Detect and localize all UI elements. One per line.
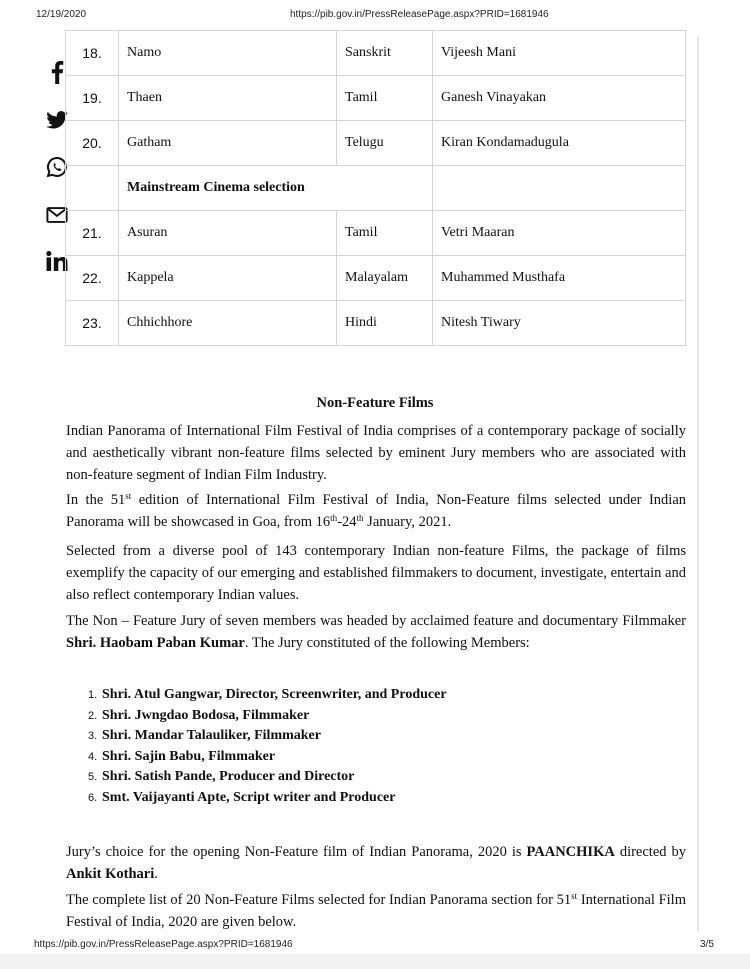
section-title: Non-Feature Films bbox=[316, 395, 434, 411]
jury-member: Shri. Mandar Talauliker, Filmmaker bbox=[102, 728, 321, 743]
list-item bbox=[88, 706, 447, 727]
list-number: 5. bbox=[88, 771, 98, 783]
film-language: Tamil bbox=[337, 76, 433, 121]
paragraph-opening-film bbox=[66, 841, 686, 885]
superscript: st bbox=[571, 891, 578, 901]
superscript: th bbox=[356, 513, 364, 523]
film-language: Telugu bbox=[337, 121, 433, 166]
row-number: 21. bbox=[66, 211, 119, 256]
jury-head-name: Shri. Haobam Paban Kumar bbox=[66, 635, 245, 651]
film-director: Muhammed Musthafa bbox=[433, 256, 686, 301]
film-language: Sanskrit bbox=[337, 31, 433, 76]
text-run: International Film Festival of India, 2020 are given below. bbox=[66, 892, 686, 930]
table-row bbox=[66, 301, 686, 346]
jury-list bbox=[88, 685, 447, 808]
text-run: -24 bbox=[337, 514, 357, 530]
film-director: Kiran Kondamadugula bbox=[433, 121, 686, 166]
film-title: Asuran bbox=[119, 211, 337, 256]
list-number: 2. bbox=[88, 709, 98, 722]
text-run: . bbox=[154, 866, 158, 882]
films-table bbox=[65, 30, 686, 346]
film-director: Nitesh Tiwary bbox=[433, 301, 686, 346]
empty-cell bbox=[66, 166, 119, 211]
jury-member: Shri. Atul Gangwar, Director, Screenwriter, and Producer bbox=[102, 687, 447, 702]
film-title: Chhichhore bbox=[119, 301, 337, 346]
page-url: https://pib.gov.in/PressReleasePage.aspx?PRID=1681946 bbox=[290, 9, 549, 20]
list-number: 3. bbox=[88, 730, 98, 742]
text-run: In the 51 bbox=[66, 492, 126, 508]
bottom-strip bbox=[0, 954, 750, 969]
row-number: 18. bbox=[66, 31, 119, 76]
text-run: Jury’s choice for the opening Non-Feature film of Indian Panorama, 2020 is bbox=[66, 844, 527, 860]
page-edge-divider bbox=[697, 36, 699, 932]
paragraph-edition bbox=[66, 489, 686, 533]
row-number: 19. bbox=[66, 76, 119, 121]
paragraph-selection bbox=[66, 540, 686, 606]
jury-member: Shri. Satish Pande, Producer and Director bbox=[102, 769, 355, 784]
jury-member: Shri. Jwngdao Bodosa, Filmmaker bbox=[102, 707, 310, 723]
footer-url: https://pib.gov.in/PressReleasePage.aspx?PRID=1681946 bbox=[34, 939, 293, 950]
text-run: edition of International Film Festival of India, Non-Feature films selected under Indian Panorama will be showcased in Goa, from 16 bbox=[66, 492, 687, 530]
text-run: . The Jury constituted of the following Members: bbox=[244, 635, 530, 651]
jury-member: Smt. Vaijayanti Apte, Script writer and Producer bbox=[102, 789, 396, 805]
opening-film-director: Ankit Kothari bbox=[66, 866, 155, 882]
film-language: Tamil bbox=[337, 211, 433, 256]
facebook-icon bbox=[50, 60, 64, 84]
paragraph-complete-list bbox=[66, 889, 686, 933]
text-run: January, 2021. bbox=[363, 514, 452, 530]
superscript: st bbox=[125, 491, 132, 501]
list-number: 4. bbox=[88, 750, 98, 763]
paragraph-text: Indian Panorama of International Film Festival of India comprises of a contemporary package of socially and aesthetically vibrant non-feature films selected by eminent Jury members who are associated with non-feature segment of Indian Film Industry. bbox=[66, 423, 686, 483]
table-row bbox=[66, 256, 686, 301]
table-section-row bbox=[66, 166, 686, 211]
list-item bbox=[88, 747, 447, 768]
table-row bbox=[66, 211, 686, 256]
section-heading: Mainstream Cinema selection bbox=[119, 166, 433, 211]
paragraph-text: Selected from a diverse pool of 143 contemporary Indian non-feature Films, the package of films exemplify the capacity of our emerging and established filmmakers to document, investigate, entertain and also reflect contemporary Indian values. bbox=[66, 543, 686, 603]
film-title: Thaen bbox=[119, 76, 337, 121]
film-director: Vetri Maaran bbox=[433, 211, 686, 256]
table-row bbox=[66, 31, 686, 76]
film-title: Namo bbox=[119, 31, 337, 76]
text-run: The complete list of 20 Non-Feature Films selected for Indian Panorama section for 51 bbox=[66, 892, 572, 908]
list-item bbox=[88, 767, 447, 788]
list-item bbox=[88, 685, 447, 706]
list-item bbox=[88, 726, 447, 747]
film-language: Malayalam bbox=[337, 256, 433, 301]
paragraph-jury bbox=[66, 610, 686, 654]
film-director: Ganesh Vinayakan bbox=[433, 76, 686, 121]
row-number: 22. bbox=[66, 256, 119, 301]
page-indicator: 3/5 bbox=[700, 939, 714, 950]
row-number: 23. bbox=[66, 301, 119, 346]
table-row bbox=[66, 76, 686, 121]
superscript: th bbox=[330, 513, 338, 523]
list-number: 6. bbox=[88, 791, 98, 804]
paragraph-intro bbox=[66, 420, 686, 486]
list-number: 1. bbox=[88, 689, 98, 701]
text-run: The Non – Feature Jury of seven members was headed by acclaimed feature and documentary Filmmaker bbox=[66, 613, 686, 629]
film-title: Kappela bbox=[119, 256, 337, 301]
text-run: directed by bbox=[614, 844, 686, 860]
jury-member: Shri. Sajin Babu, Filmmaker bbox=[102, 748, 276, 764]
film-language: Hindi bbox=[337, 301, 433, 346]
empty-cell bbox=[433, 166, 686, 211]
print-date: 12/19/2020 bbox=[36, 9, 87, 20]
table-row bbox=[66, 121, 686, 166]
row-number: 20. bbox=[66, 121, 119, 166]
list-item bbox=[88, 788, 447, 809]
film-title: Gatham bbox=[119, 121, 337, 166]
film-director: Vijeesh Mani bbox=[433, 31, 686, 76]
opening-film-title: PAANCHIKA bbox=[526, 844, 615, 860]
